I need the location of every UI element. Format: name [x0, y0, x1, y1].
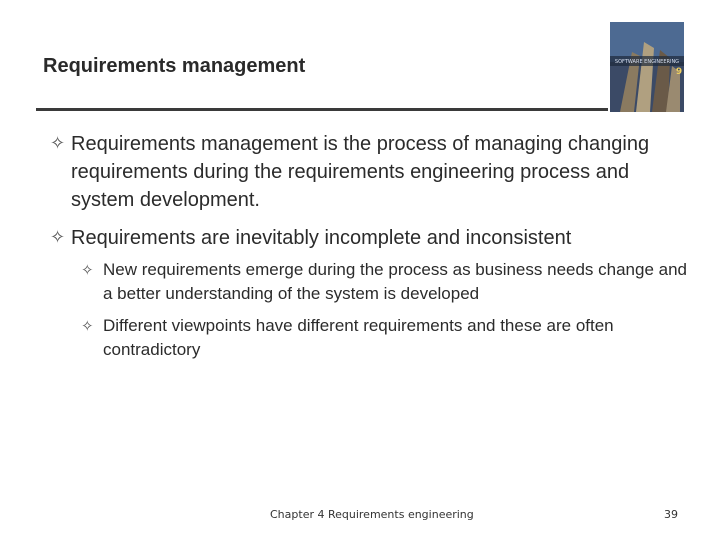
- bullet-list: [50, 130, 690, 370]
- cover-title: SOFTWARE ENGINEERING: [614, 59, 680, 65]
- bullet-star-icon: ✧: [50, 133, 66, 154]
- cover-edition: 9: [675, 67, 683, 77]
- sub-bullet-text: New requirements emerge during the process as business needs change and a better understanding of the system is developed: [103, 260, 688, 303]
- slide-title: Requirements management: [43, 55, 306, 77]
- bullet-text: Requirements management is the process of managing changing requirements during the requirements engineering process and system development.: [71, 133, 650, 211]
- title-divider: [36, 108, 608, 111]
- sub-bullet-text: Different viewpoints have different requirements and these are often contradictory: [103, 316, 614, 359]
- bullet-star-icon: ✧: [81, 261, 94, 279]
- bullet-item: [50, 130, 690, 214]
- bullet-star-icon: ✧: [81, 317, 94, 335]
- book-cover-art: [610, 22, 684, 112]
- book-cover-image: [610, 22, 684, 112]
- bullet-star-icon: ✧: [50, 227, 66, 248]
- bullet-item: [50, 224, 690, 252]
- page-number: 39: [664, 508, 678, 521]
- bullet-text: Requirements are inevitably incomplete and inconsistent: [71, 227, 572, 249]
- footer-chapter: Chapter 4 Requirements engineering: [270, 508, 474, 521]
- sub-bullet-item: [81, 258, 690, 306]
- sub-bullet-item: [81, 314, 690, 362]
